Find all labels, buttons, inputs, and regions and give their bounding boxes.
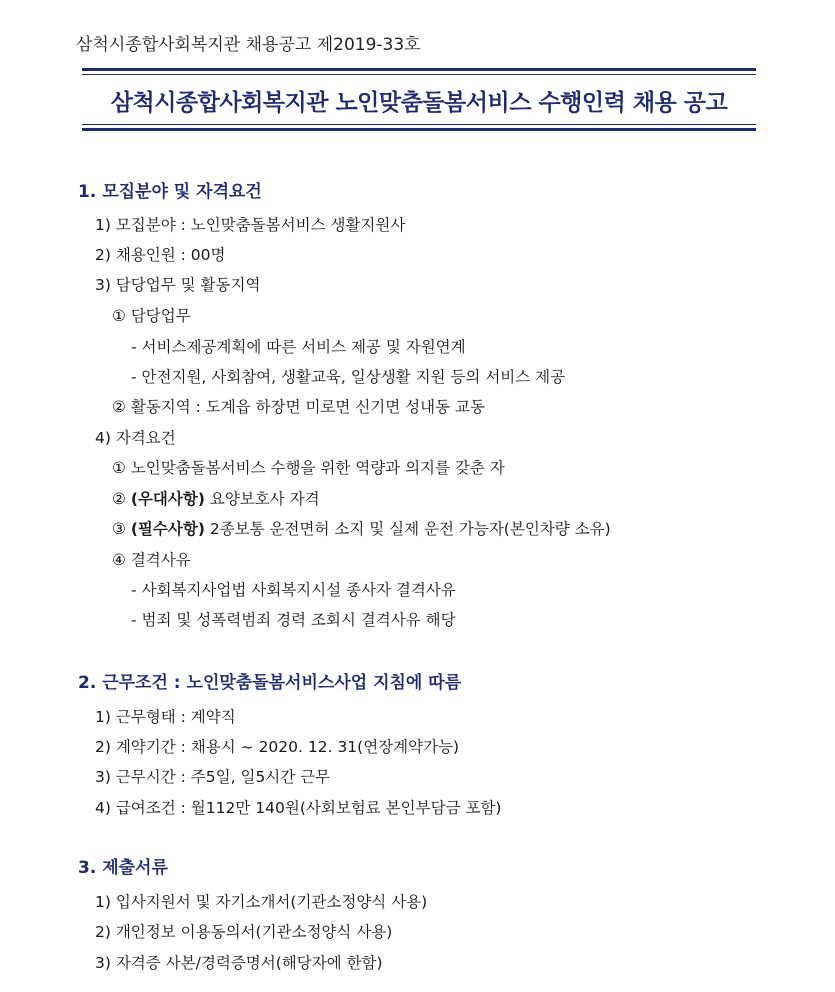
disqualification-item: - 범죄 및 성폭력범죄 경력 조회시 결격사유 해당 [131,611,456,629]
qualification-3 [112,517,611,539]
document-item: 1) 입사지원서 및 자기소개서(기관소정양식 사용) [95,893,428,911]
recruit-field: 1) 모집분야 : 노인맞춤돌봄서비스 생활지원사 [95,216,406,234]
section-1-heading: 1. 모집분야 및 자격요건 [78,182,262,202]
qualification-3-number: ③ [112,520,126,538]
qualification-3-text: 2종보통 운전면허 소지 및 실제 운전 가능자(본인차량 소유) [209,520,611,538]
duty-area-heading: 3) 담당업무 및 활동지역 [95,276,261,294]
required-tag: (필수사항) [130,520,205,538]
qualification-2 [112,487,320,509]
qualification-heading: 4) 자격요건 [95,429,176,447]
headcount: 2) 채용인원 : 00명 [95,246,226,264]
title-rule-top-thin [82,74,756,75]
document-item: 2) 개인정보 이용동의서(기관소정양식 사용) [95,923,393,941]
qualification-2-number: ② [112,490,126,508]
section-2-heading: 2. 근무조건 : 노인맞춤돌봄서비스사업 지침에 따름 [78,673,462,693]
document-item: 3) 자격증 사본/경력증명서(해당자에 한함) [95,954,383,972]
disqualification-item: - 사회복지사업법 사회복지시설 종사자 결격사유 [131,581,456,599]
work-condition-item: 2) 계약기간 : 채용시 ~ 2020. 12. 31(연장계약가능) [95,738,460,756]
duty-item: - 서비스제공계획에 따른 서비스 제공 및 자원연계 [131,338,466,356]
document-title: 삼척시종합사회복지관 노인맞춤돌봄서비스 수행인력 채용 공고 [110,90,728,116]
announcement-number: 삼척시종합사회복지관 채용공고 제2019-33호 [76,35,421,55]
work-condition-item: 3) 근무시간 : 주5일, 일5시간 근무 [95,768,331,786]
activity-area: ② 활동지역 : 도계읍 하장면 미로면 신기면 성내동 교동 [112,398,485,416]
section-3-heading: 3. 제출서류 [78,858,168,878]
title-rule-top-thick [82,68,756,71]
qualification-2-text: 요양보호사 자격 [209,490,320,508]
qualification-1: ① 노인맞춤돌봄서비스 수행을 위한 역량과 의지를 갖춘 자 [112,459,505,477]
disqualification-heading: ④ 결격사유 [112,551,191,569]
work-condition-item: 4) 급여조건 : 월112만 140원(사회보험료 본인부담금 포함) [95,799,502,817]
duty-item: - 안전지원, 사회참여, 생활교육, 일상생활 지원 등의 서비스 제공 [131,368,566,386]
title-rule-bottom-thin [82,124,756,125]
title-rule-bottom-thick [82,128,756,131]
preferred-tag: (우대사항) [130,490,205,508]
work-condition-item: 1) 근무형태 : 계약직 [95,708,236,726]
duty-label: ① 담당업무 [112,307,191,325]
